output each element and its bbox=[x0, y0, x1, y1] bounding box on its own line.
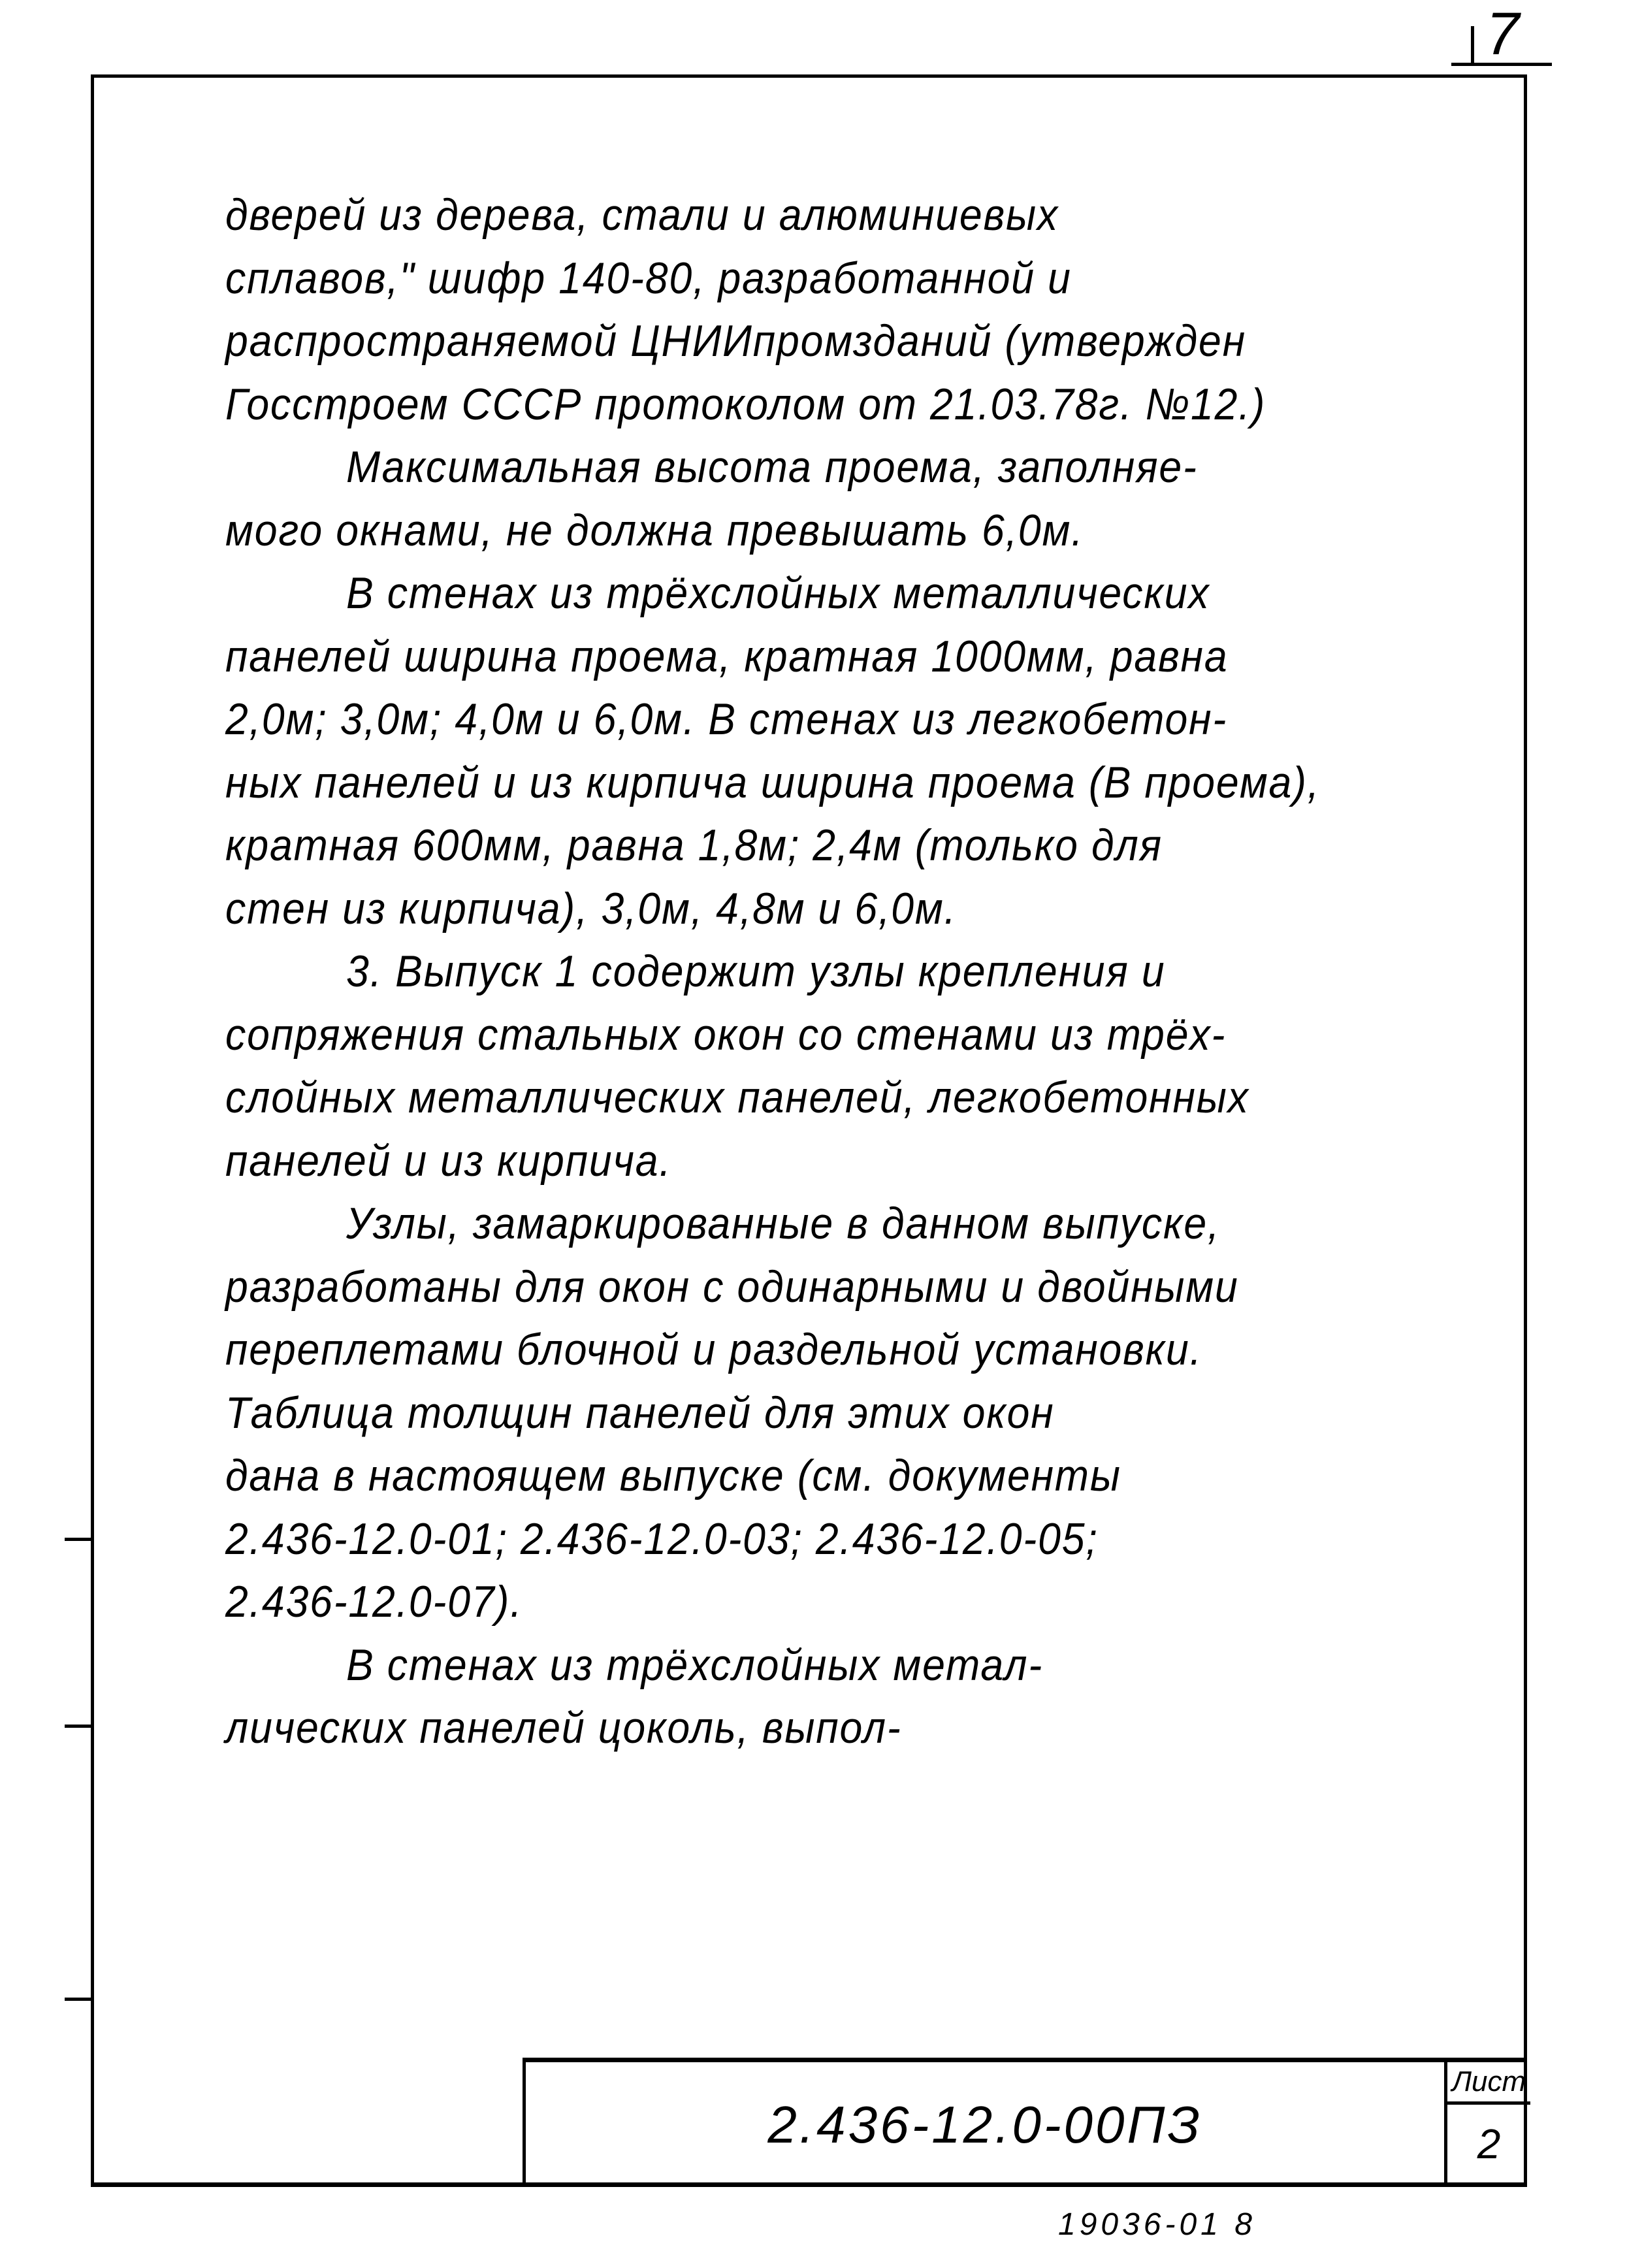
archive-stamp: 19036-01 8 bbox=[1058, 2207, 1256, 2242]
document-code: 2.436-12.0-00ПЗ bbox=[767, 2095, 1202, 2154]
margin-tick bbox=[65, 1725, 92, 1728]
text-line: мого окнами, не должна превышать 6,0м. bbox=[225, 505, 1084, 555]
corner-divider bbox=[1471, 26, 1474, 64]
text-line: разработаны для окон с одинарными и двойными bbox=[225, 1261, 1239, 1312]
text-line: 2,0м; 3,0м; 4,0м и 6,0м. В стенах из легкобетон- bbox=[225, 694, 1228, 744]
text-line: В стенах из трёхслойных метал- bbox=[346, 1640, 1044, 1690]
text-line: ных панелей и из кирпича ширина проема (В проема), bbox=[225, 757, 1321, 807]
text-line: дана в настоящем выпуске (см. документы bbox=[225, 1451, 1121, 1500]
text-line: В стенах из трёхслойных металлических bbox=[346, 568, 1210, 618]
sheet-number: 2 bbox=[1477, 2120, 1501, 2167]
sheet-cell bbox=[1444, 2062, 1530, 2187]
text-line: 2.436-12.0-07). bbox=[225, 1577, 523, 1627]
text-line: панелей ширина проема, кратная 1000мм, равна bbox=[225, 631, 1229, 681]
text-line: дверей из дерева, стали и алюминиевых bbox=[225, 190, 1059, 240]
text-line: 2.436-12.0-01; 2.436-12.0-03; 2.436-12.0-05; bbox=[225, 1514, 1099, 1564]
text-line: панелей и из кирпича. bbox=[225, 1135, 672, 1186]
text-line: стен из кирпича), 3,0м, 4,8м и 6,0м. bbox=[225, 883, 957, 933]
text-line: Таблица толщин панелей для этих окон bbox=[225, 1387, 1055, 1438]
text-line: сплавов," шифр 140-80, разработанной и bbox=[225, 253, 1072, 303]
text-line: 3. Выпуск 1 содержит узлы крепления и bbox=[346, 947, 1166, 996]
sheet-label: Лист bbox=[1447, 2062, 1530, 2105]
text-line: Максимальная высота проема, заполняе- bbox=[346, 442, 1198, 492]
text-line: переплетами блочной и раздельной установки. bbox=[225, 1325, 1202, 1374]
text-line: слойных металлических панелей, легкобетонных bbox=[225, 1073, 1249, 1122]
text-line: сопряжения стальных окон со стенами из трёх- bbox=[225, 1009, 1227, 1060]
page-number: 7 bbox=[1486, 1, 1520, 67]
title-block bbox=[523, 2058, 1527, 2187]
margin-tick bbox=[65, 1998, 92, 2001]
margin-tick bbox=[65, 1538, 92, 1541]
text-line: лических панелей цоколь, выпол- bbox=[225, 1703, 902, 1753]
text-line: распространяемой ЦНИИпромзданий (утвержден bbox=[225, 316, 1246, 366]
text-line: Узлы, замаркированные в данном выпуске, bbox=[346, 1199, 1221, 1248]
text-line: кратная 600мм, равна 1,8м; 2,4м (только для bbox=[225, 820, 1163, 870]
text-line: Госстроем СССР протоколом от 21.03.78г. №12.) bbox=[225, 379, 1266, 429]
